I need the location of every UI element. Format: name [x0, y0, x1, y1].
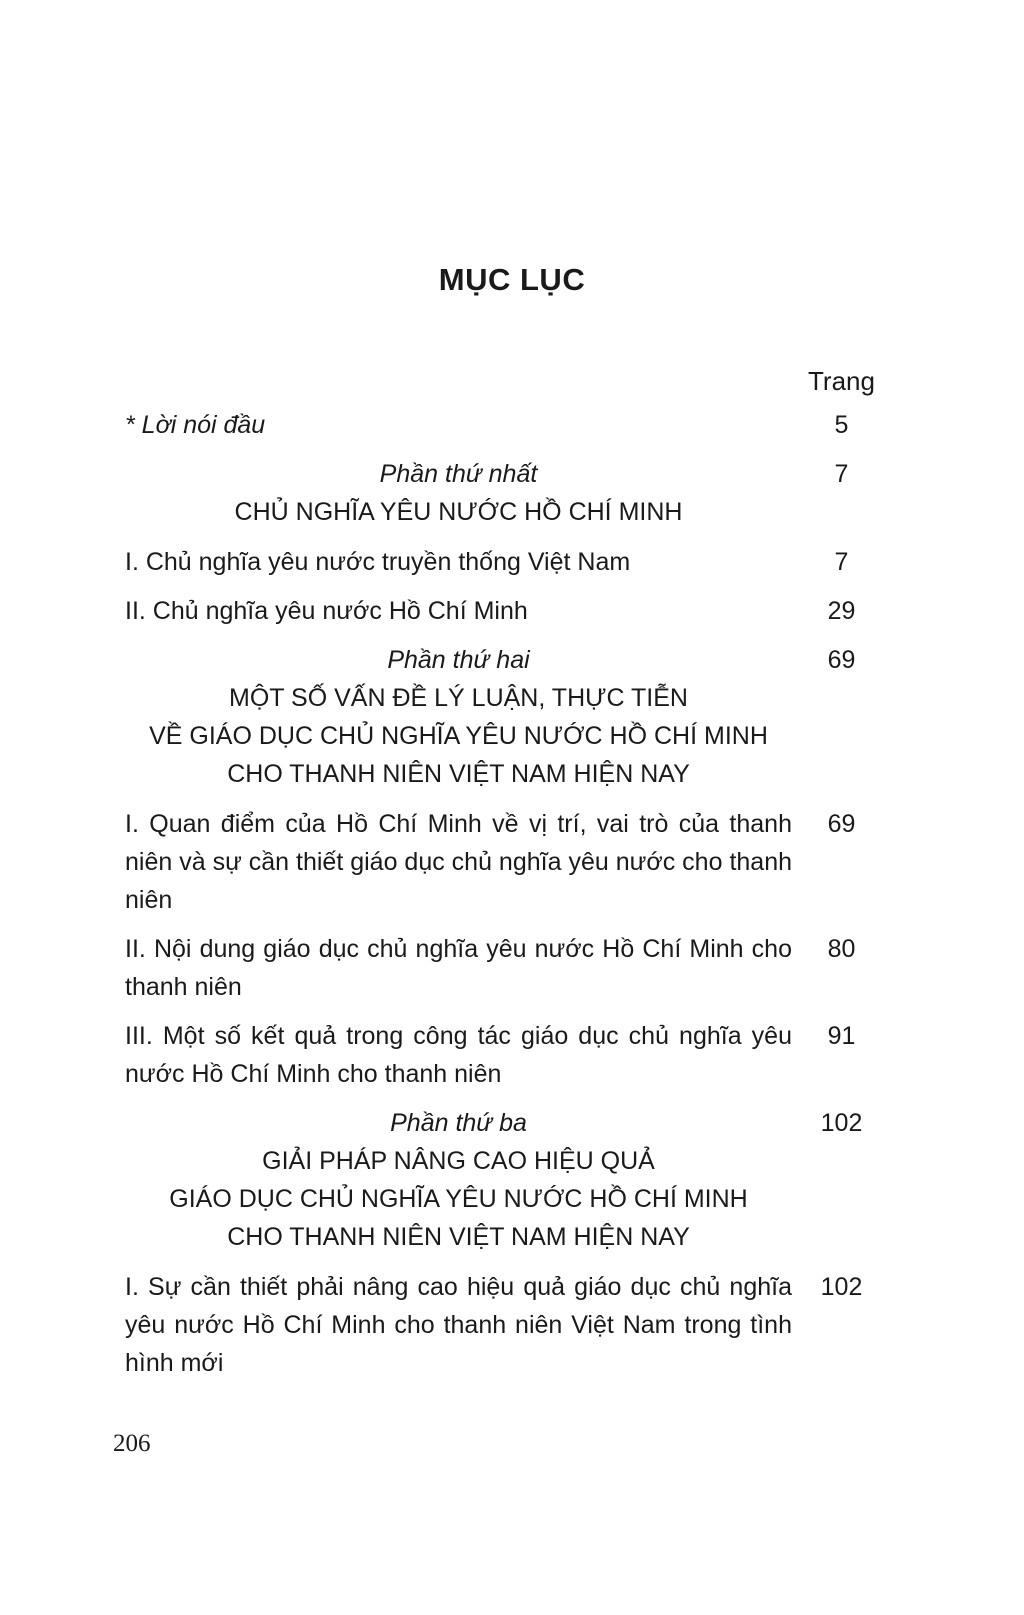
part-label: Phần thứ ba	[390, 1109, 527, 1137]
page-title: MỤC LỤC	[438, 262, 586, 297]
part-title-line: CHO THANH NIÊN VIỆT NAM HIỆN NAY	[227, 1223, 690, 1251]
toc-entry-text: III. Một số kết quả trong công tác giáo dục chủ nghĩa yêu nước Hồ Chí Minh cho thanh niên	[125, 1022, 792, 1088]
toc-entry-text: I. Quan điểm của Hồ Chí Minh về vị trí, vai trò của thanh niên và sự cần thiết giáo dục chủ nghĩa yêu nước cho thanh niên	[125, 810, 792, 914]
part-label: Phần thứ hai	[387, 646, 530, 674]
page-column-header: Trang	[808, 366, 875, 396]
toc-entry	[125, 930, 885, 1006]
toc-entry	[125, 592, 885, 630]
toc-part-text	[125, 641, 792, 793]
toc-entry-page: 5	[834, 411, 849, 439]
toc-entry-text: II. Nội dung giáo dục chủ nghĩa yêu nước Hồ Chí Minh cho thanh niên	[125, 935, 792, 1001]
toc-part-heading	[125, 1104, 885, 1256]
toc-part-heading	[125, 641, 885, 793]
toc-entry	[125, 543, 885, 581]
toc-part-text	[125, 455, 792, 531]
part-label: Phần thứ nhất	[379, 460, 538, 488]
toc-entry	[125, 1017, 885, 1093]
part-title-line: VỀ GIÁO DỤC CHỦ NGHĨA YÊU NƯỚC HỒ CHÍ MINH	[149, 722, 768, 750]
part-title-line: GIẢI PHÁP NÂNG CAO HIỆU QUẢ	[262, 1147, 655, 1175]
toc-entry-page: 7	[834, 460, 849, 488]
toc-part-text	[125, 1104, 792, 1256]
part-title-line: CHỦ NGHĨA YÊU NƯỚC HỒ CHÍ MINH	[234, 498, 683, 526]
part-title-line: CHO THANH NIÊN VIỆT NAM HIỆN NAY	[227, 760, 690, 788]
page-number: 206	[113, 1430, 151, 1457]
part-title-line: GIÁO DỤC CHỦ NGHĨA YÊU NƯỚC HỒ CHÍ MINH	[169, 1185, 748, 1213]
toc-entry-page: 29	[827, 597, 856, 625]
toc-entry-page: 80	[827, 935, 856, 963]
toc-entry-page: 69	[827, 646, 856, 674]
toc-entry-text: I. Chủ nghĩa yêu nước truyền thống Việt Nam	[125, 548, 631, 576]
toc-entry-page: 102	[820, 1273, 863, 1301]
toc-entry-page: 102	[820, 1109, 863, 1137]
toc-entry	[125, 1268, 885, 1382]
toc-entry-page: 91	[827, 1022, 856, 1050]
toc-entry-text: I. Sự cần thiết phải nâng cao hiệu quả giáo dục chủ nghĩa yêu nước Hồ Chí Minh cho thanh niên Việt Nam trong tình hình mới	[125, 1273, 792, 1377]
toc-entry-page: 7	[834, 548, 849, 576]
toc-entry	[125, 406, 885, 444]
toc-part-heading	[125, 455, 885, 531]
toc-entry	[125, 805, 885, 919]
table-of-contents	[125, 406, 885, 1393]
toc-entry-text: * Lời nói đầu	[125, 411, 266, 439]
part-title-line: MỘT SỐ VẤN ĐỀ LÝ LUẬN, THỰC TIỄN	[229, 684, 688, 712]
toc-entry-page: 69	[827, 810, 856, 838]
toc-entry-text: II. Chủ nghĩa yêu nước Hồ Chí Minh	[125, 597, 528, 625]
